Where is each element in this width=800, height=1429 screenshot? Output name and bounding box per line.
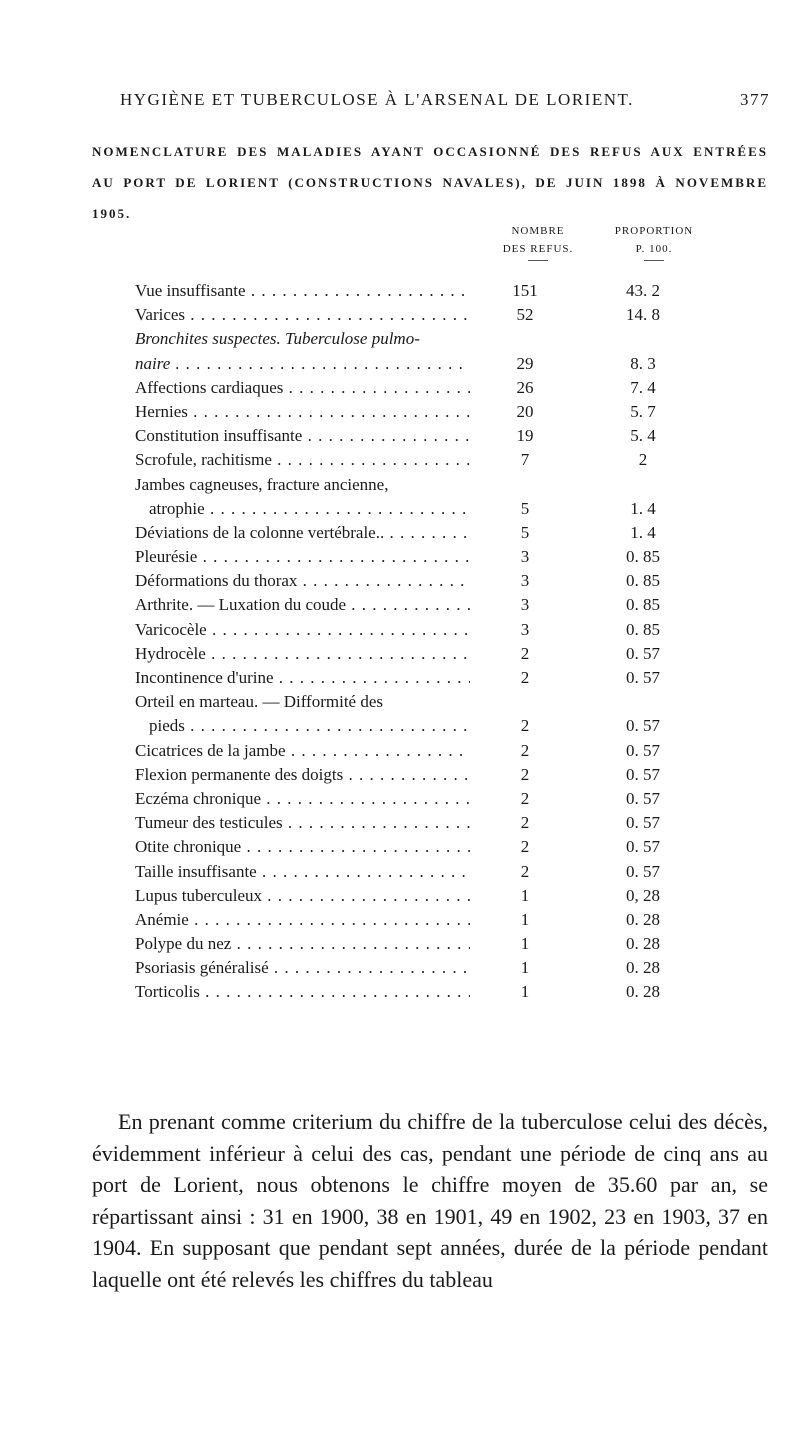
refusal-proportion: 1. 4 (630, 522, 656, 542)
table-row (135, 497, 715, 521)
refusal-count: 7 (520, 450, 530, 470)
refusal-proportion: 2 (638, 450, 648, 470)
refusal-count: 1 (520, 958, 530, 978)
table-row (135, 908, 715, 932)
count-header-line1: NOMBRE (511, 225, 565, 237)
refusal-count: 2 (520, 764, 530, 784)
table-row (135, 521, 715, 545)
disease-label: Scrofule, rachitisme . . . (135, 448, 470, 472)
disease-table (135, 279, 715, 1005)
disease-label: Hydrocèle . . . (135, 642, 470, 666)
disease-label: Lupus tuberculeux . . . (135, 884, 470, 908)
table-row (135, 690, 715, 714)
refusal-proportion: 14. 8 (626, 305, 660, 325)
refusal-count: 52 (516, 305, 534, 325)
disease-label: Incontinence d'urine . . . (135, 666, 470, 690)
table-row (135, 642, 715, 666)
column-header-count (488, 222, 588, 261)
refusal-proportion: 0. 57 (626, 716, 660, 736)
refusal-proportion: 0. 57 (626, 861, 660, 881)
column-header-proportion (598, 222, 710, 261)
disease-label: Pleurésie . . . (135, 545, 470, 569)
refusal-count: 2 (520, 716, 530, 736)
disease-label: Déformations du thorax . . . (135, 569, 470, 593)
refusal-count: 2 (520, 668, 530, 687)
refusal-proportion: 0. 57 (626, 643, 660, 663)
table-row (135, 473, 715, 497)
refusal-proportion: 1. 4 (630, 498, 656, 518)
refusal-proportion: 43. 2 (626, 281, 660, 300)
refusal-proportion: 0. 85 (626, 619, 660, 639)
refusal-proportion: 5. 7 (630, 401, 656, 421)
refusal-proportion: 0. 57 (626, 764, 660, 784)
table-row (135, 980, 715, 1004)
disease-label: Flexion permanente des doigts . . . (135, 763, 470, 787)
refusal-count: 2 (520, 837, 530, 857)
refusal-proportion: 0. 85 (626, 547, 660, 567)
disease-label: Cicatrices de la jambe . . . (135, 739, 470, 763)
table-row (135, 860, 715, 884)
running-head (120, 90, 770, 110)
disease-label: Eczéma chronique . . . (135, 787, 470, 811)
refusal-proportion: 5. 4 (630, 426, 656, 446)
refusal-proportion: 0. 57 (626, 813, 660, 833)
table-row (135, 811, 715, 835)
refusal-proportion: 0. 28 (626, 958, 660, 978)
count-header-line2: DES REFUS. (502, 243, 574, 255)
disease-label: Bronchites suspectes. Tuberculose pulmo- (135, 329, 420, 349)
disease-label: Déviations de la colonne vertébrale.. . . . (135, 521, 470, 545)
refusal-count: 2 (520, 740, 530, 760)
disease-label: Varicocèle . . . (135, 618, 470, 642)
refusal-count: 5 (520, 498, 530, 518)
refusal-count: 2 (520, 861, 530, 881)
table-row (135, 424, 715, 448)
refusal-proportion: 7. 4 (630, 377, 656, 397)
table-row (135, 714, 715, 738)
refusal-count: 29 (516, 353, 534, 373)
refusal-count: 1 (520, 934, 530, 954)
disease-label: Polype du nez . . . (135, 932, 470, 956)
table-row (135, 448, 715, 472)
table-row (135, 303, 715, 327)
prop-header-line2: P. 100. (635, 243, 673, 255)
disease-label: atrophie . . . (149, 497, 470, 521)
table-row (135, 279, 715, 303)
refusal-proportion: 0. 28 (626, 982, 660, 1002)
table-row (135, 352, 715, 376)
disease-label: Psoriasis généralisé . . . (135, 956, 470, 980)
disease-label: Hernies . . . (135, 400, 470, 424)
refusal-count: 3 (520, 547, 530, 567)
refusal-proportion: 0. 57 (626, 668, 660, 687)
disease-label: Taille insuffisante . . . (135, 860, 470, 884)
refusal-count: 3 (520, 595, 530, 615)
refusal-count: 1 (520, 909, 530, 929)
refusal-count: 20 (516, 401, 534, 421)
disease-label: Arthrite. — Luxation du coude . . . (135, 593, 470, 617)
refusal-proportion: 0. 57 (626, 740, 660, 760)
table-row (135, 835, 715, 859)
header-rule (528, 260, 548, 261)
refusal-count: 1 (520, 885, 530, 905)
refusal-count: 1 (520, 982, 530, 1002)
refusal-proportion: 0. 57 (626, 837, 660, 857)
table-row (135, 666, 715, 690)
page-number: 377 (740, 90, 770, 109)
refusal-count: 3 (520, 619, 530, 639)
refusal-proportion: 0. 57 (626, 788, 660, 808)
table-row (135, 545, 715, 569)
table-row (135, 327, 715, 351)
disease-label: Varices . . . (135, 303, 470, 327)
body-paragraph: En prenant comme criterium du chiffre de la tuberculose celui des décès, évidemment inférieur à celui des cas, pendant une période de cinq ans au port de Lorient, nous obtenons le chiffre moyen de 35.60 par an, se répartissant ainsi : 31 en 1900, 38 en 1901, 49 en 1902, 23 en 1903, 37 en 1904. En supposant que pendant sept années, durée de la période pendant laquelle ont été relevés les chiffres du tableau (92, 1109, 768, 1292)
disease-label: Vue insuffisante . . . (135, 279, 470, 303)
refusal-proportion: 0. 85 (626, 571, 660, 591)
table-row (135, 400, 715, 424)
disease-label: Constitution insuffisante . . . (135, 424, 470, 448)
table-row (135, 618, 715, 642)
disease-label: naire . . . (135, 352, 470, 376)
header-rule (644, 260, 664, 261)
refusal-count: 151 (512, 281, 538, 300)
table-row (135, 376, 715, 400)
refusal-proportion: 0. 28 (626, 909, 660, 929)
table-title: NOMENCLATURE DES MALADIES AYANT OCCASIONNÉ DES REFUS AUX ENTRÉES AU PORT DE LORIENT (CONSTRUCTIONS NAVALES), DE JUIN 1898 À NOVEMBRE 1905. (92, 144, 768, 221)
table-row (135, 593, 715, 617)
running-title: HYGIÈNE ET TUBERCULOSE À L'ARSENAL DE LORIENT. (120, 90, 634, 109)
disease-label: Tumeur des testicules . . . (135, 811, 470, 835)
disease-label: Otite chronique . . . (135, 835, 470, 859)
disease-label: Orteil en marteau. — Difformité des (135, 692, 383, 712)
table-row (135, 787, 715, 811)
disease-label: Affections cardiaques . . . (135, 376, 470, 400)
table-row (135, 956, 715, 980)
refusal-count: 5 (520, 522, 530, 542)
table-row (135, 763, 715, 787)
disease-label: pieds . . . (149, 714, 470, 738)
table-row (135, 932, 715, 956)
refusal-proportion: 0. 28 (626, 934, 660, 954)
table-row (135, 739, 715, 763)
refusal-count: 26 (516, 377, 534, 397)
refusal-count: 2 (520, 643, 530, 663)
disease-label: Jambes cagneuses, fracture ancienne, (135, 474, 389, 494)
table-row (135, 884, 715, 908)
refusal-count: 3 (520, 571, 530, 591)
refusal-count: 2 (520, 813, 530, 833)
table-row (135, 569, 715, 593)
refusal-count: 2 (520, 788, 530, 808)
prop-header-line1: PROPORTION (614, 225, 694, 237)
disease-label: Anémie . . . (135, 908, 470, 932)
refusal-count: 19 (516, 426, 534, 446)
refusal-proportion: 0, 28 (626, 885, 660, 905)
refusal-proportion: 0. 85 (626, 595, 660, 615)
refusal-proportion: 8. 3 (630, 353, 656, 373)
disease-label: Torticolis . . . (135, 980, 470, 1004)
